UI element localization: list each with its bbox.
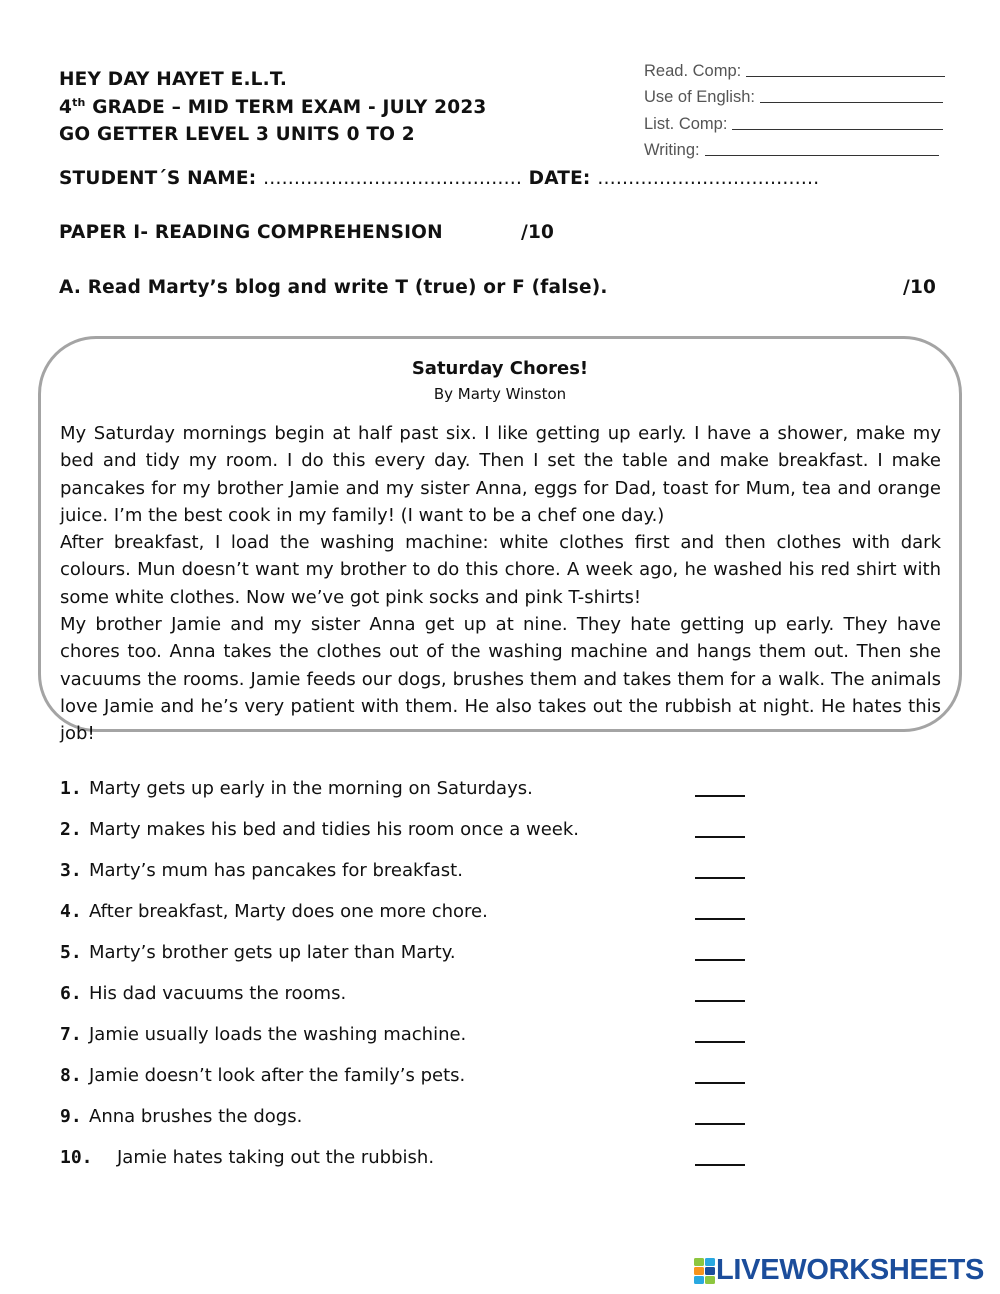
section-a-instruction: A. Read Marty’s blog and write T (true) or F (false). [59,277,608,298]
liveworksheets-logo[interactable] [694,1254,984,1287]
date-label: DATE: [528,168,591,189]
question-text: Marty gets up early in the morning on Saturdays. [89,777,533,799]
question-6 [60,978,346,1008]
score-label: Writing: [644,141,700,159]
answer-blank-7[interactable] [695,1041,745,1043]
blog-title: Saturday Chores! [411,358,589,379]
question-number: 2. [60,818,82,840]
question-text: Marty’s mum has pancakes for breakfast. [89,859,463,881]
score-row-english [644,81,945,108]
question-number: 10. [60,1146,93,1168]
question-9 [60,1101,302,1131]
question-2 [60,814,579,844]
question-text: His dad vacuums the rooms. [89,982,347,1004]
answer-blank-10[interactable] [695,1164,745,1166]
question-number: 5. [60,941,82,963]
score-line[interactable] [746,75,945,77]
grade-number: 4 [59,97,73,119]
question-text: After breakfast, Marty does one more chore. [89,900,488,922]
score-row-listening [644,107,945,134]
student-name-label: STUDENT´S NAME: [59,168,257,189]
question-text: Jamie usually loads the washing machine. [89,1023,467,1045]
question-number: 1. [60,777,82,799]
question-number: 8. [60,1064,82,1086]
score-table [644,54,945,160]
question-1 [60,773,533,803]
paper-score: /10 [521,222,555,243]
grade-suffix: th [72,96,86,109]
score-label: Use of English: [644,88,755,106]
question-text: Marty makes his bed and tidies his room once a week. [89,818,579,840]
answer-blank-8[interactable] [695,1082,745,1084]
answer-blank-3[interactable] [695,877,745,879]
answer-blank-4[interactable] [695,918,745,920]
exam-title-text: GRADE – MID TERM EXAM - JULY 2023 [85,97,487,119]
liveworksheets-logo-text: LIVEWORKSHEETS [716,1254,985,1286]
blog-paragraph: My brother Jamie and my sister Anna get up at nine. They hate getting up early. They have chores too. Anna takes the clothes out of the washing machine and hangs them out. Then she vacuums the rooms. Jamie feeds our dogs, brushes them and takes them for a walk. The animals love Jamie and he’s very patient with them. He also takes out the rubbish at night. He hates this job! [60,614,941,745]
section-a-score: /10 [903,277,937,298]
score-line[interactable] [732,128,943,130]
blog-paragraph: My Saturday mornings begin at half past six. I like getting up early. I have a shower, make my bed and tidy my room. I do this every day. Then I set the table and make breakfast. I make pancakes for my brother Jamie and my sister Anna, eggs for Dad, toast for Mum, tea and orange juice. I’m the best cook in my family! (I want to be a chef one day.) [60,423,941,526]
blog-byline: By Marty Winston [433,385,567,403]
question-number: 4. [60,900,82,922]
question-4 [60,896,488,926]
student-info-line [59,168,819,189]
question-8 [60,1060,465,1090]
logo-tile [694,1267,704,1275]
score-label: Read. Comp: [644,61,742,80]
exam-title [59,96,486,118]
question-number: 3. [60,859,82,881]
answer-blank-6[interactable] [695,1000,745,1002]
liveworksheets-logo-icon [694,1258,716,1284]
answer-blank-5[interactable] [695,959,745,961]
score-line[interactable] [760,101,943,103]
school-name: HEY DAY HAYET E.L.T. [59,69,288,90]
logo-tile [694,1258,704,1266]
question-number: 9. [60,1105,82,1127]
question-text: Jamie doesn’t look after the family’s pets. [89,1064,466,1086]
question-7 [60,1019,466,1049]
logo-tile [705,1258,715,1266]
question-number: 6. [60,982,82,1004]
score-line[interactable] [705,154,939,156]
question-5 [60,937,456,967]
date-field[interactable]: ……………………………… [597,168,820,189]
student-name-field[interactable]: …………………………………… [262,168,522,189]
answer-blank-2[interactable] [695,836,745,838]
blog-text [60,420,941,748]
question-text: Anna brushes the dogs. [89,1105,303,1127]
logo-tile [705,1267,715,1275]
score-row-reading [644,54,945,81]
question-3 [60,855,463,885]
answer-blank-1[interactable] [695,795,745,797]
score-label: List. Comp: [644,114,728,133]
score-row-writing [644,134,945,161]
logo-tile [694,1276,704,1284]
question-text: Jamie hates taking out the rubbish. [117,1146,435,1168]
answer-blank-9[interactable] [695,1123,745,1125]
logo-tile [705,1276,715,1284]
paper-title: PAPER I- READING COMPREHENSION [59,222,443,243]
blog-paragraph: After breakfast, I load the washing machine: white clothes first and then clothes with dark colours. Mun doesn’t want my brother to do this chore. A week ago, he washed his red shirt with some white clothes. Now we’ve got pink socks and pink T-shirts! [60,532,941,608]
question-number: 7. [60,1023,82,1045]
question-10 [60,1142,434,1172]
question-text: Marty’s brother gets up later than Marty. [89,941,456,963]
course-level: GO GETTER LEVEL 3 UNITS 0 TO 2 [59,124,415,145]
